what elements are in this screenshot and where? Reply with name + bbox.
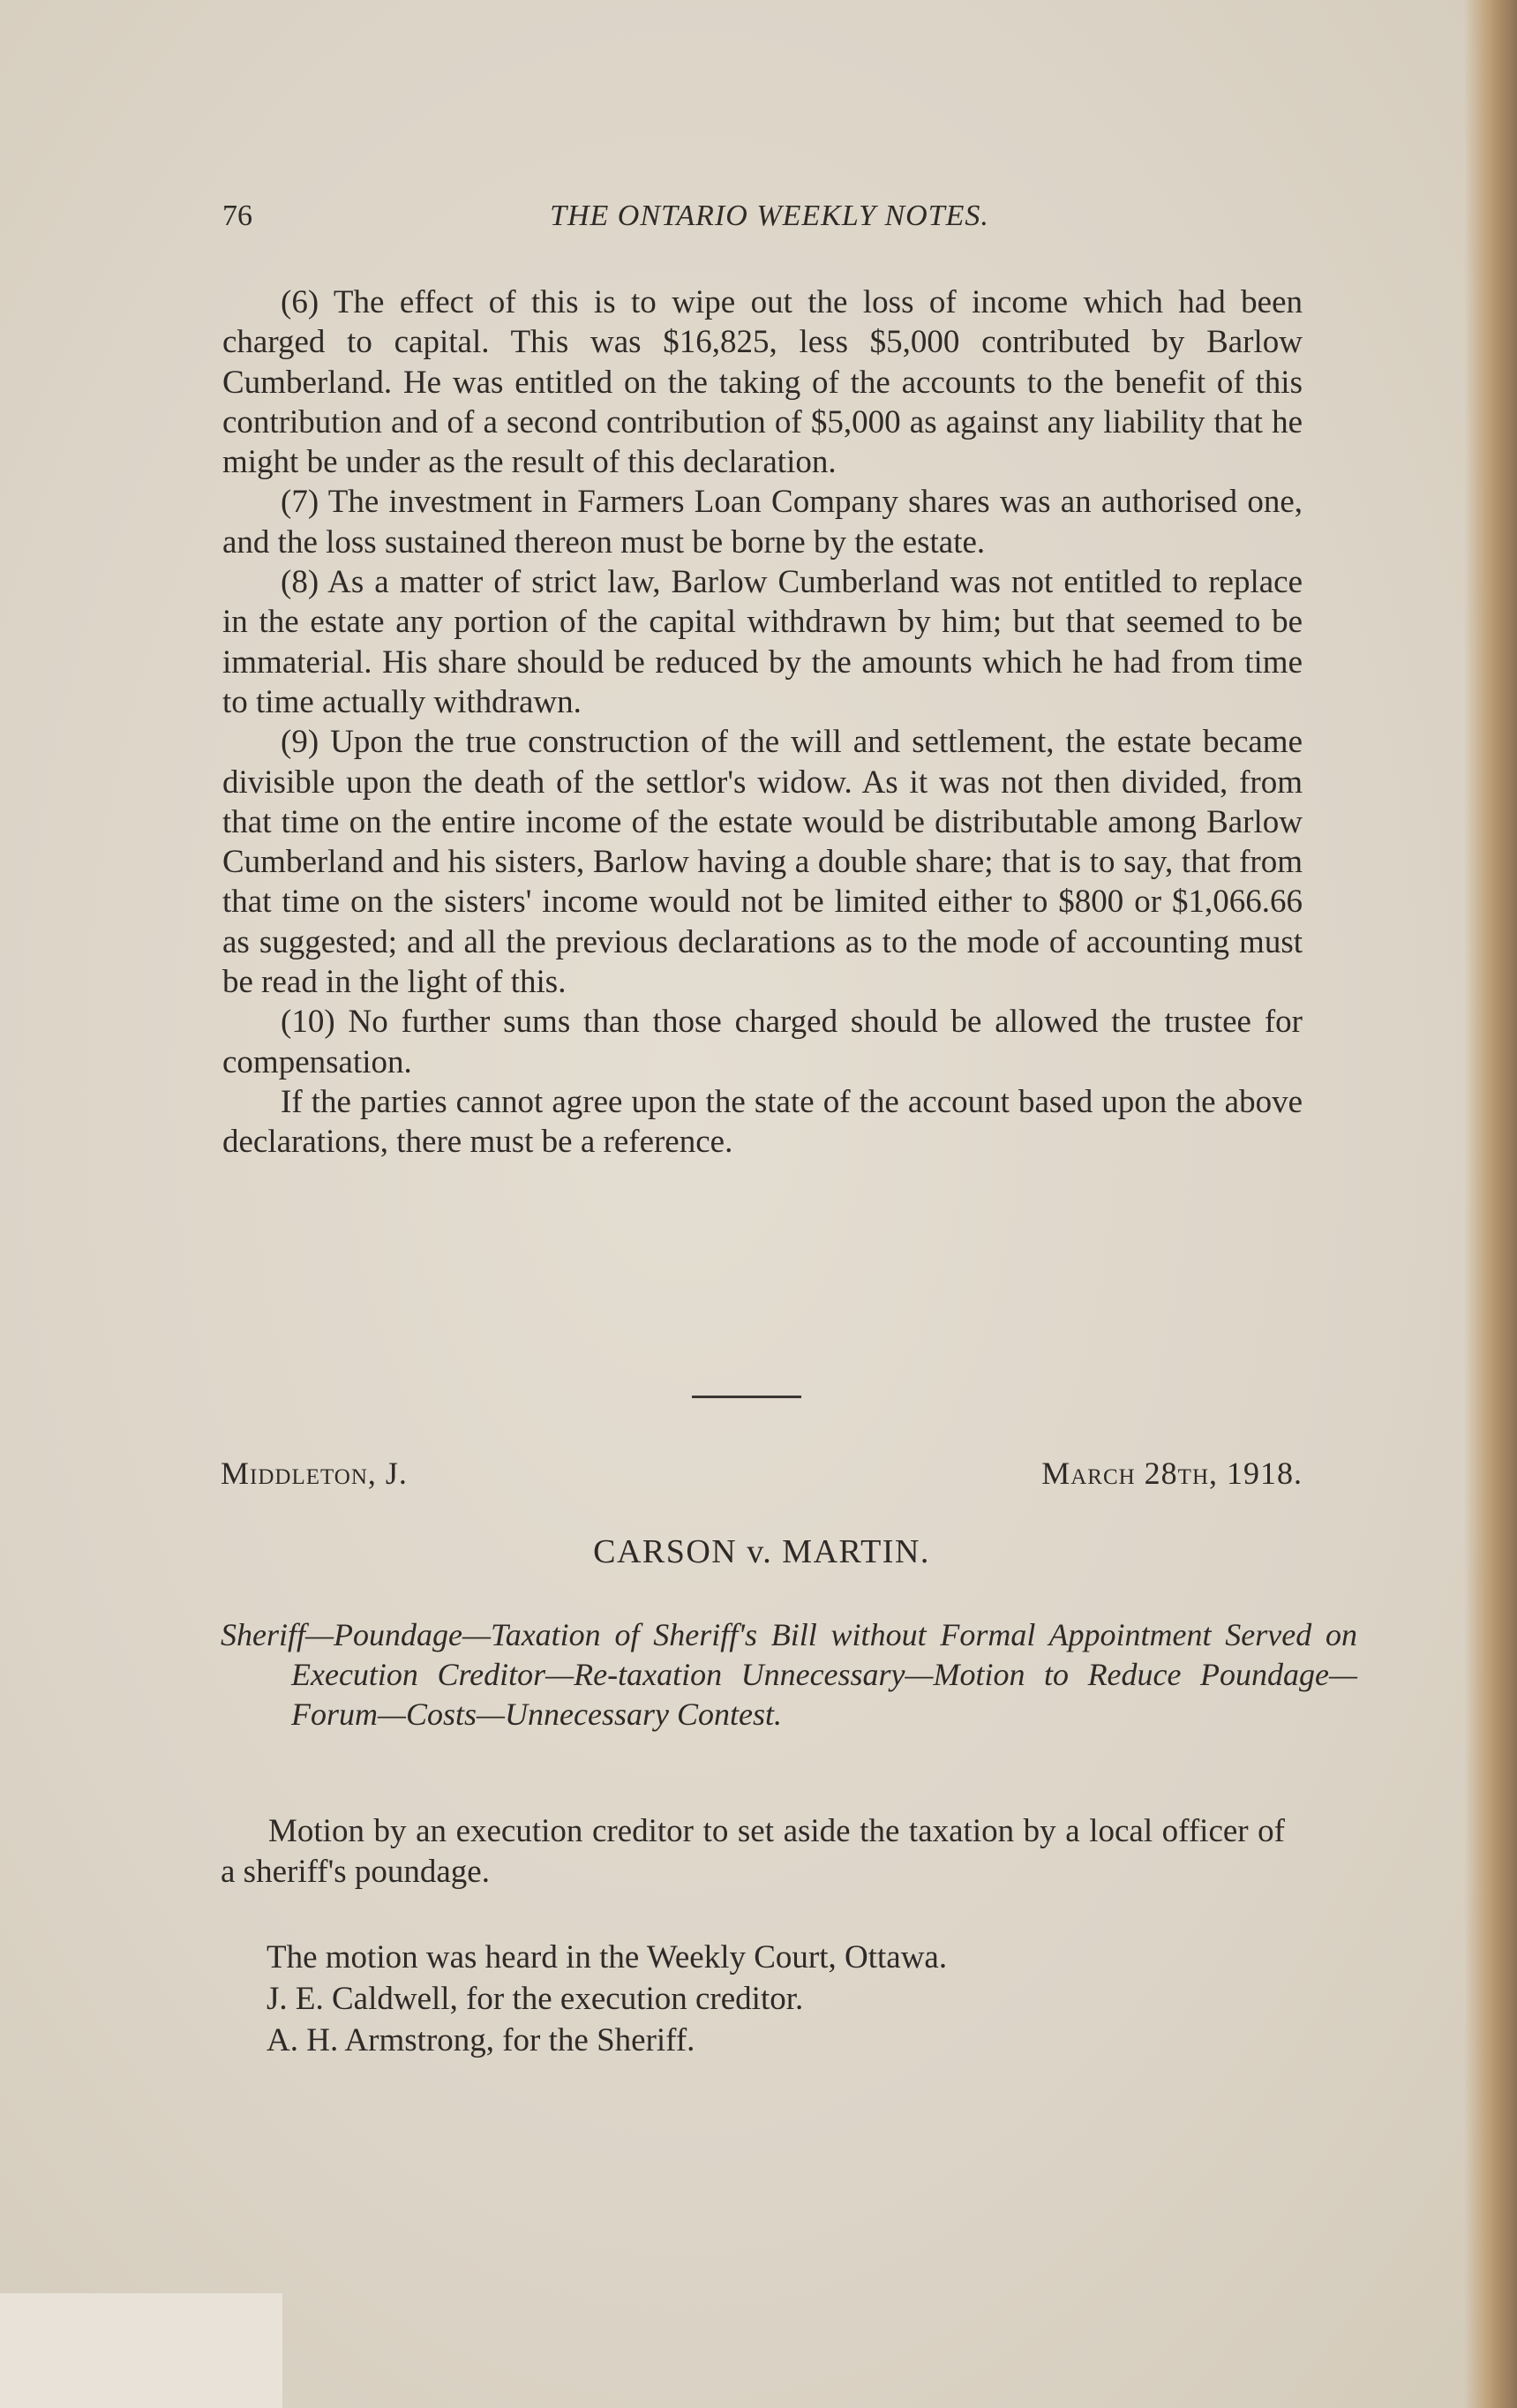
- judge-name: Middleton, J.: [221, 1456, 408, 1491]
- paragraph-8: (8) As a matter of strict law, Barlow Cumberland was not entitled to replace in the estate any portion of the capital withdrawn by him; but that seemed to be immaterial. His share should be reduced by the amounts which he had from time to time actually withdrawn.: [222, 564, 1303, 720]
- paragraph-9: (9) Upon the true construction of the will and settlement, the estate became divisible upon the death of the settlor's widow. As it was not then divided, from that time on the entire income of the estate would be distributable among Barlow Cumberland and his sisters, Barlow having a double share; that is to say, that from that time on the sisters' income would not be limited either to $800 or $1,066.66 as suggested; and all the previous declarations as to the mode of accounting must be read in the light of this.: [222, 724, 1303, 1001]
- hearing-details: [267, 1937, 1290, 2061]
- running-header: [222, 199, 1317, 244]
- case-title: CARSON v. MARTIN.: [593, 1533, 930, 1570]
- paragraph-7: (7) The investment in Farmers Loan Company shares was an authorised one, and the loss sustained thereon must be borne by the estate.: [222, 484, 1303, 561]
- judgment-date: March 28th, 1918.: [1041, 1456, 1303, 1491]
- paragraph-10: (10) No further sums than those charged should be allowed the trustee for compensation.: [222, 1004, 1303, 1080]
- closing-paragraph: If the parties cannot agree upon the state of the account based upon the above declarations, there must be a reference.: [222, 1083, 1303, 1161]
- hearing-venue: The motion was heard in the Weekly Court, Ottawa.: [267, 1939, 948, 1975]
- judgment-body: [222, 282, 1303, 1163]
- counsel-sheriff: A. H. Armstrong, for the Sheriff.: [267, 2022, 695, 2058]
- case-headnote: Sheriff—Poundage—Taxation of Sheriff's Bill without Formal Appointment Served on Execution Creditor—Re-taxation Unnecessary—Motion to Reduce Poundage—Forum—Costs—Unnecessary Contest.: [221, 1617, 1357, 1732]
- case-byline: [221, 1455, 1303, 1499]
- section-divider: [692, 1396, 801, 1398]
- motion-statement: Motion by an execution creditor to set aside the taxation by a local officer of a sheriff's poundage.: [221, 1813, 1285, 1890]
- page-edge: [1464, 0, 1517, 2408]
- paragraph-6: (6) The effect of this is to wipe out the loss of income which had been charged to capital. This was $16,825, less $5,000 contributed by Barlow Cumberland. He was entitled on the taking of the accounts to the benefit of this contribution and of a second contribution of $5,000 as against any liability that he might be under as the result of this declaration.: [222, 284, 1303, 481]
- counsel-creditor: J. E. Caldwell, for the execution creditor.: [267, 1981, 804, 2017]
- page-corner-patch: [0, 2293, 282, 2408]
- page-number: 76: [222, 199, 252, 232]
- running-title: THE ONTARIO WEEKLY NOTES.: [550, 199, 989, 232]
